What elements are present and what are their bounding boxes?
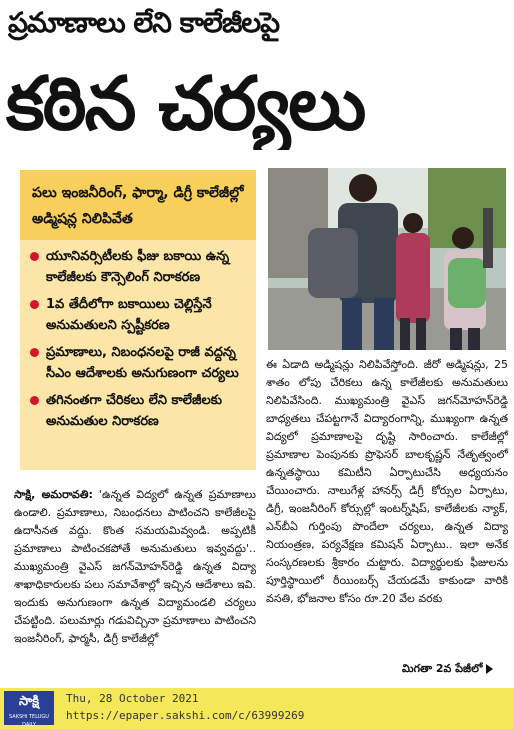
bullet-icon bbox=[30, 396, 39, 405]
sakshi-logo bbox=[4, 691, 54, 728]
continued-note bbox=[402, 662, 493, 678]
highlights-box bbox=[20, 170, 256, 470]
epaper-link[interactable]: https://epaper.sakshi.com/c/63999269 bbox=[66, 709, 305, 722]
highlight-item bbox=[30, 246, 250, 288]
highlight-text: 1వ తేదీలోగా బకాయిలు చెల్లిస్తేనే అనుమతులని స్పష్టీకరణ bbox=[46, 297, 212, 333]
highlights-list bbox=[20, 240, 256, 432]
highlight-item bbox=[30, 342, 250, 384]
edition-date: Thu, 28 October 2021 bbox=[66, 692, 199, 705]
highlights-heading: పలు ఇంజనీరింగ్, ఫార్మా, డిగ్రీ కాలేజీల్లో అడ్మిషన్ల నిలిపివేత bbox=[20, 170, 256, 240]
logo-subtitle: SAKSHI TELUGU DAILY bbox=[9, 714, 49, 728]
bullet-icon bbox=[30, 252, 39, 261]
article-column-right bbox=[266, 356, 508, 676]
article-byline: సాక్షి, అమరావతి: bbox=[14, 488, 93, 501]
highlight-item bbox=[30, 390, 250, 432]
article-column-left bbox=[14, 486, 256, 684]
headline-title: కఠిన చర్యలు bbox=[6, 61, 365, 147]
article-right-text: ఈ ఏడాది అడ్మిషన్లు నిలిపివేస్తోంది. జీరో అడ్మిషన్లు, 25 శాతం లోపు చేరికలు ఉన్న కాలేజీలకు అనుమతులు నిలిపివేసింది. ముఖ్యమంత్రి వైఎస్ జగన్‌మోహన్‌రెడ్డి బాధ్యతలు చేపట్టగానే విద్యారంగాన్ని, ముఖ్యంగా ఉన్నత విద్యలో ప్రమాణాలపై దృష్టి సారించారు. కాలేజీల్లో ప్రమాణాల పెంపునకు ప్రొఫెసర్ బాలకృష్ణన్ నేతృత్వంలో ఉన్నతస్థాయి కమిటీని ఏర్పాటుచేసి అధ్యయనం చేయించారు. నాలుగేళ్ల హానర్స్ డిగ్రీ కోర్సుల ఏర్పాటు, డిగ్రీ, ఇంజనీరింగ్ కోర్సుల్లో ఇంటర్న్‌షిప్, కాలేజీలకు న్యాక్, ఎన్‌బీఏ గుర్తింపు పొందేలా చర్యలు, ఉన్నత విద్యా నియంత్రణ, పర్యవేక్షణ కమిషన్ ఏర్పాటు.. ఇలా అనేక సంస్కరణలకు శ్రీకారం చుట్టారు. విద్యార్థులకు ఫీజులను పూర్తిస్థాయిలో రీయింబర్స్ చేయడమే కాకుండా వారికి వసతి, భోజనాల కోసం రూ.20 వేల వరకు bbox=[266, 358, 508, 605]
article-left-text: 'ఉన్నత విద్యలో ఉన్నత ప్రమాణాలు ఉండాలి. ప్రమాణాలు, నిబంధనలు పాటించని కాలేజీలపై ఉదాసీనత వద్దు. కొంత సమయమివ్వండి. అప్పటికీ ప్రమాణాలు పాటించకపోతే అనుమతులు ఇవ్వవద్దు'.. ముఖ్యమంత్రి వైఎస్ జగన్‌మోహన్‌రెడ్డి ఉన్నత విద్యా శాఖాధికారులకు పలు సమావేశాల్లో ఇచ్చిన ఆదేశాలు ఇవి. ఇందుకు అనుగుణంగా ఉన్నత విద్యామండలి చర్యలు చేపట్టింది. పలుమార్లు గడువిచ్చినా ప్రమాణాలు పాటించని ఇంజనీరింగ్, ఫార్మసీ, డిగ్రీ కాలేజీల్లో bbox=[14, 488, 256, 645]
epaper-footer bbox=[0, 688, 514, 729]
article-left-paragraph bbox=[14, 486, 256, 648]
play-arrow-icon bbox=[486, 664, 493, 674]
logo-mark: సాక్షి bbox=[18, 694, 40, 709]
continued-text: మిగతా 2వ పేజీలో bbox=[402, 662, 483, 675]
highlight-text: యూనివర్సిటీలకు ఫీజు బకాయి ఉన్న కాలేజీలకు కౌన్సెలింగ్ నిరాకరణ bbox=[46, 249, 230, 285]
highlight-item bbox=[30, 294, 250, 336]
highlight-text: తగినంతగా చేరికలు లేని కాలేజీలకు అనుమతుల నిరాకరణ bbox=[46, 393, 222, 429]
bullet-icon bbox=[30, 348, 39, 357]
students-with-backpacks-photo bbox=[268, 168, 506, 350]
headline-kicker: ప్రమాణాలు లేని కాలేజీలపై bbox=[8, 6, 280, 39]
highlight-text: ప్రమాణాలు, నిబంధనలపై రాజీ వద్దన్న సీఎం ఆదేశాలకు అనుగుణంగా చర్యలు bbox=[46, 345, 239, 381]
students-photo bbox=[268, 168, 506, 350]
bullet-icon bbox=[30, 300, 39, 309]
